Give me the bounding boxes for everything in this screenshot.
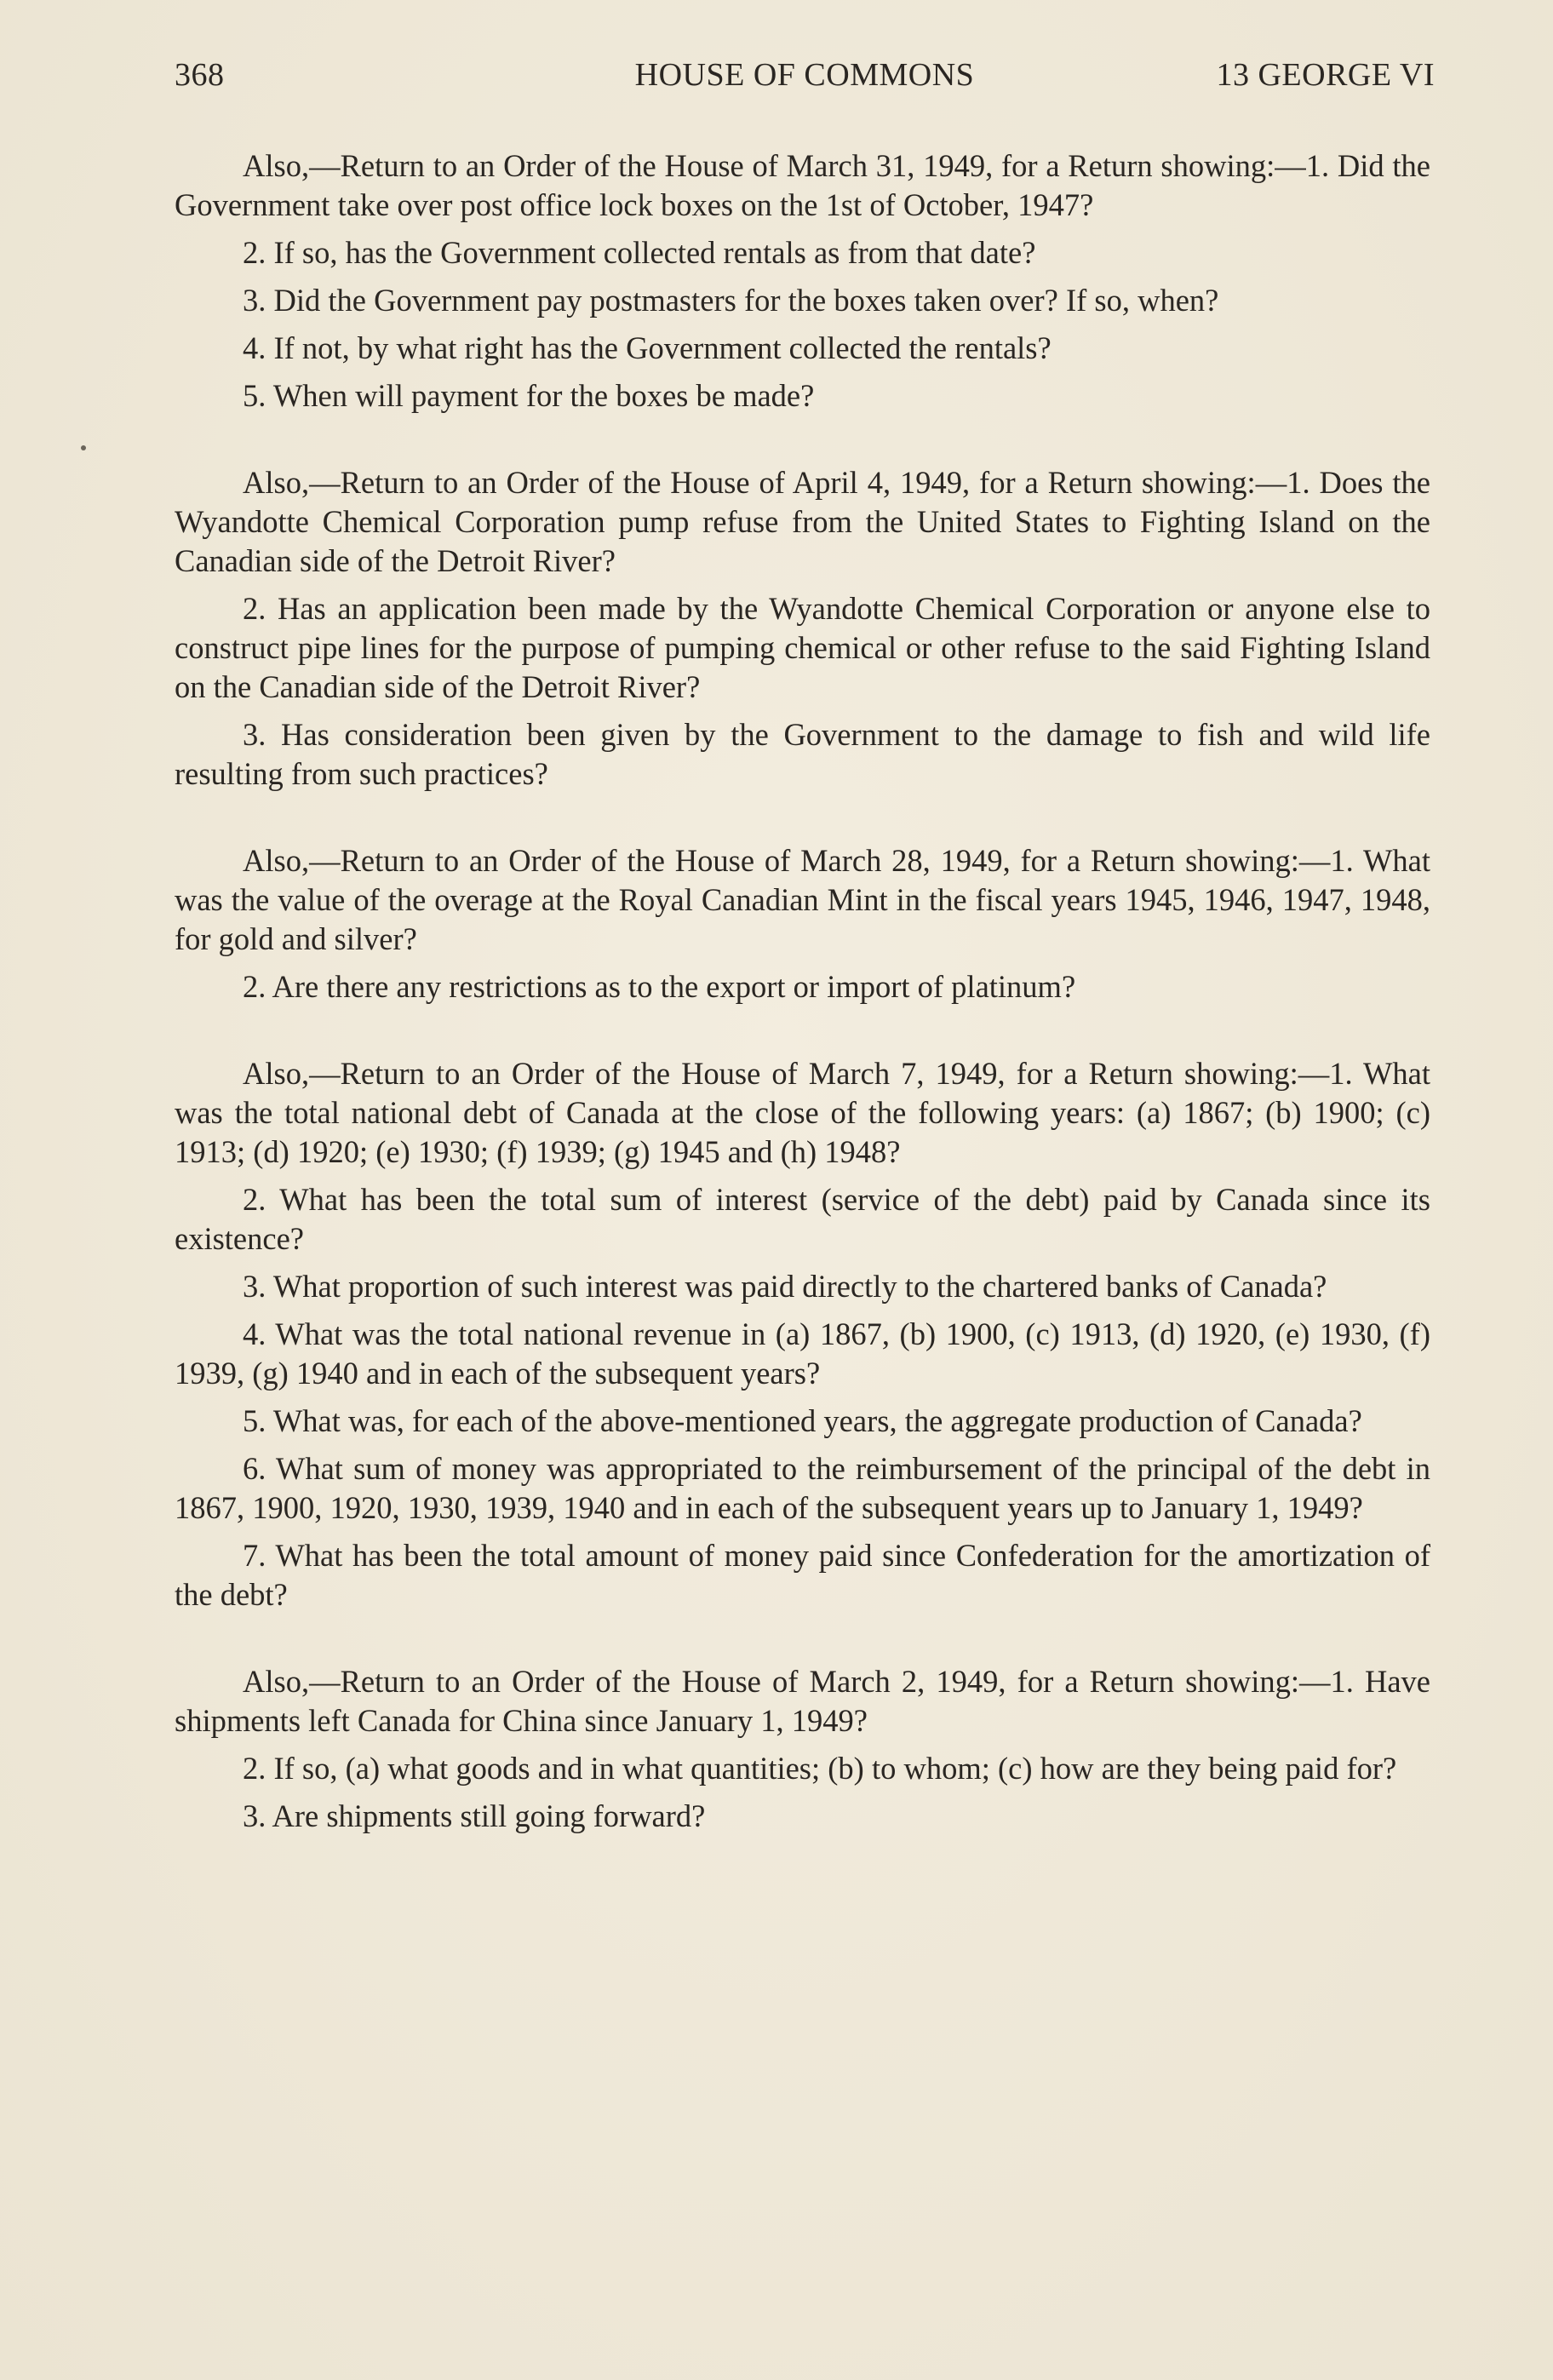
paragraph: 6. What sum of money was appropriated to the reimbursement of the principal of the debt in 1867, 1900, 1920, 1930, 1939, 1940 and in each of the subsequent years up to January 1, 1949?: [175, 1451, 1430, 1525]
paragraph: 2. If so, (a) what goods and in what quantities; (b) to whom; (c) how are they being paid for?: [243, 1751, 1397, 1786]
return-national-debt: [175, 1054, 1430, 1614]
paragraph: Also,—Return to an Order of the House of April 4, 1949, for a Return showing:—1. Does the Wyandotte Chemical Corporation pump refuse from the United States to Fighting Island on the Canadian side of the Detroit River?: [175, 465, 1430, 578]
page-title: HOUSE OF COMMONS: [634, 57, 975, 93]
page-body: [175, 146, 1430, 1836]
paragraph: Also,—Return to an Order of the House of March 28, 1949, for a Return showing:—1. What was the value of the overage at the Royal Canadian Mint in the fiscal years 1945, 1946, 1947, 1948, for gold and silver?: [175, 843, 1430, 956]
paragraph: 3. Did the Government pay postmasters for the boxes taken over? If so, when?: [243, 283, 1219, 318]
paragraph: Also,—Return to an Order of the House of March 31, 1949, for a Return showing:—1. Did the Government take over post office lock boxes on the 1st of October, 1947?: [175, 148, 1430, 222]
paragraph: 3. What proportion of such interest was paid directly to the chartered banks of Canada?: [243, 1269, 1327, 1304]
paragraph: 2. Has an application been made by the Wyandotte Chemical Corporation or anyone else to construct pipe lines for the purpose of pumping chemical or other refuse to the said Fighting Island on the Canadian side of the Detroit River?: [175, 591, 1430, 704]
paragraph: 7. What has been the total amount of money paid since Confederation for the amortization of the debt?: [175, 1538, 1430, 1612]
page-number: 368: [175, 57, 225, 93]
regnal-year: 13 GEORGE VI: [1216, 57, 1435, 93]
paragraph: 4. What was the total national revenue in (a) 1867, (b) 1900, (c) 1913, (d) 1920, (e) 1930, (f) 1939, (g) 1940 and in each of the subsequent years?: [175, 1316, 1430, 1391]
paragraph: 3. Has consideration been given by the Government to the damage to fish and wild life resulting from such practices?: [175, 717, 1430, 791]
return-post-office-lock-boxes: [175, 146, 1430, 416]
paragraph: 4. If not, by what right has the Government collected the rentals?: [243, 330, 1052, 365]
paragraph: 5. When will payment for the boxes be made?: [243, 378, 815, 413]
paragraph: 2. Are there any restrictions as to the export or import of platinum?: [243, 969, 1076, 1004]
margin-dot: [81, 445, 86, 450]
paragraph: 2. If so, has the Government collected rentals as from that date?: [243, 235, 1036, 270]
paragraph: 3. Are shipments still going forward?: [243, 1798, 706, 1833]
return-shipments-to-china: [175, 1662, 1430, 1836]
paragraph: Also,—Return to an Order of the House of March 2, 1949, for a Return showing:—1. Have shipments left Canada for China since January 1, 1949?: [175, 1664, 1430, 1738]
running-header: [175, 49, 1435, 100]
return-royal-canadian-mint: [175, 841, 1430, 1006]
paragraph: 5. What was, for each of the above-mentioned years, the aggregate production of Canada?: [243, 1403, 1362, 1438]
return-wyandotte-chemical: [175, 463, 1430, 794]
paragraph: 2. What has been the total sum of interest (service of the debt) paid by Canada since its existence?: [175, 1182, 1430, 1256]
paragraph: Also,—Return to an Order of the House of March 7, 1949, for a Return showing:—1. What was the total national debt of Canada at the close of the following years: (a) 1867; (b) 1900; (c) 1913; (d) 1920; (e) 1930; (f) 1939; (g) 1945 and (h) 1948?: [175, 1056, 1430, 1169]
